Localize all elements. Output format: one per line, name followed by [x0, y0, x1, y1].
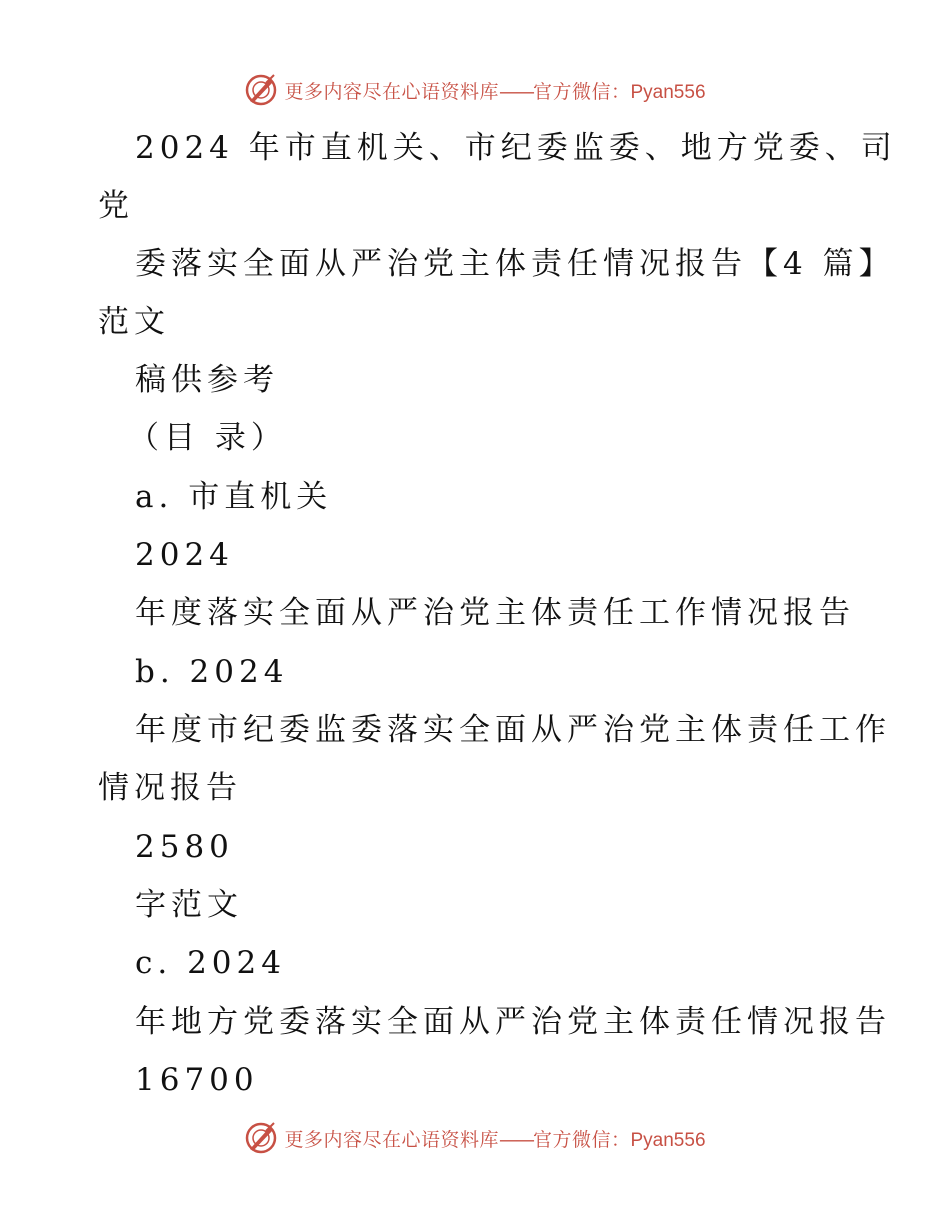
header-watermark	[0, 70, 950, 110]
toc-item-a-year: 2024	[135, 537, 234, 573]
toc-item-a: a. 市直机关	[135, 479, 333, 515]
doc-title-line-4: 范文	[98, 304, 170, 340]
quill-circle-icon	[244, 73, 278, 107]
toc-item-c: c. 2024	[135, 945, 286, 981]
toc-item-b-title-1: 年度市纪委监委落实全面从严治党主体责任工作	[135, 712, 891, 748]
toc-heading: （目 录）	[128, 420, 287, 456]
doc-title-line-3: 委落实全面从严治党主体责任情况报告【4 篇】	[135, 246, 895, 282]
toc-item-c-title: 年地方党委落实全面从严治党主体责任情况报告	[135, 1004, 891, 1040]
doc-title-line-2: 党	[98, 188, 134, 224]
watermark-text: 更多内容尽在心语资料库——官方微信：Pyan556	[284, 1128, 706, 1151]
toc-item-c-count: 16700	[135, 1062, 259, 1098]
watermark-text: 更多内容尽在心语资料库——官方微信：Pyan556	[284, 80, 706, 103]
doc-title-line-1: 2024 年市直机关、市纪委监委、地方党委、司	[135, 130, 897, 166]
toc-item-a-title: 年度落实全面从严治党主体责任工作情况报告	[135, 595, 855, 631]
toc-item-b: b. 2024	[135, 654, 289, 690]
footer-watermark	[0, 1118, 950, 1158]
quill-circle-icon	[244, 1121, 278, 1155]
doc-subtitle: 稿供参考	[135, 362, 279, 398]
toc-item-b-count: 2580	[135, 829, 234, 865]
toc-item-b-title-2: 情况报告	[98, 770, 242, 806]
toc-item-b-suffix: 字范文	[135, 887, 243, 923]
